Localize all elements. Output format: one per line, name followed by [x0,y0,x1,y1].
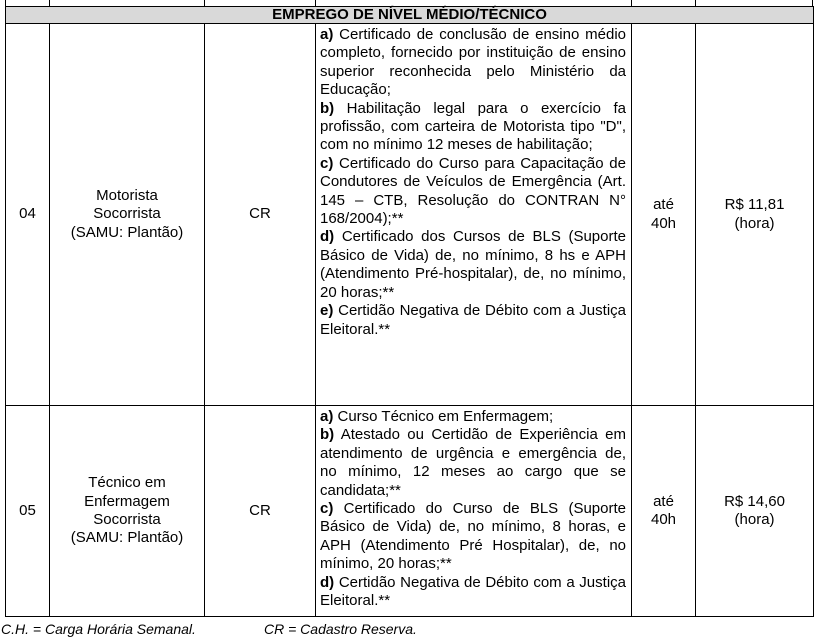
weekly-hours: até 40h [632,24,696,406]
requirement-item: c) Certificado do Curso de BLS (Suporte Básico de Vida) de, no mínimo, 8 horas, e APH (Atendimento Pré Hospitalar), de, no mínimo, 20 horas;** [320,500,626,573]
salary: R$ 11,81 (hora) [696,24,814,406]
requirement-item: c) Certificado do Curso para Capacitação de Condutores de Veículos de Emergência (Art. 145 – CTB, Resolução do CONTRAN N° 168/2004);** [320,154,626,228]
requirements-cell [316,24,632,406]
requirement-item: b) Atestado ou Certidão de Experiência em atendimento de urgência e emergência de, no mínimo, 12 meses ao cargo que se candidata;** [320,426,626,499]
salary: R$ 14,60 (hora) [696,406,814,617]
section-title: EMPREGO DE NÍVEL MÉDIO/TÉCNICO [6,7,814,24]
reserve-type: CR [205,406,316,617]
requirement-item: e) Certidão Negativa de Débito com a Justiça Eleitoral.** [320,302,626,338]
cr-legend: CR = Cadastro Reserva. [264,621,417,637]
job-title: Técnico em Enfermagem Socorrista (SAMU: Plantão) [50,406,205,617]
ch-legend: C.H. = Carga Horária Semanal. [1,621,196,637]
table-row [6,406,814,617]
table-footnote [1,621,417,637]
job-code: 05 [6,406,50,617]
requirement-item: d) Certidão Negativa de Débito com a Justiça Eleitoral.** [320,573,626,610]
requirement-item: b) Habilitação legal para o exercício fa profissão, com carteira de Motorista tipo "D", com no mínimo 12 meses de habilitação; [320,99,626,154]
weekly-hours: até 40h [632,406,696,617]
job-code: 04 [6,24,50,406]
table-row [6,24,814,406]
job-title: Motorista Socorrista (SAMU: Plantão) [50,24,205,406]
reserve-type: CR [205,24,316,406]
requirement-item: d) Certificado dos Cursos de BLS (Suporte Básico de Vida) de, no mínimo, 8 hs e APH (Atendimento Pré-hospitalar), de, no mínimo, 20 horas;** [320,228,626,301]
requirement-item: a) Curso Técnico em Enfermagem; [320,408,554,425]
section-header-row [6,7,814,24]
job-requirements-table [5,6,814,617]
requirements-cell [316,406,632,617]
requirement-item: a) Certificado de conclusão de ensino médio completo, fornecido por instituição de ensino superior reconhecida pelo Ministério da Educação; [320,26,626,99]
